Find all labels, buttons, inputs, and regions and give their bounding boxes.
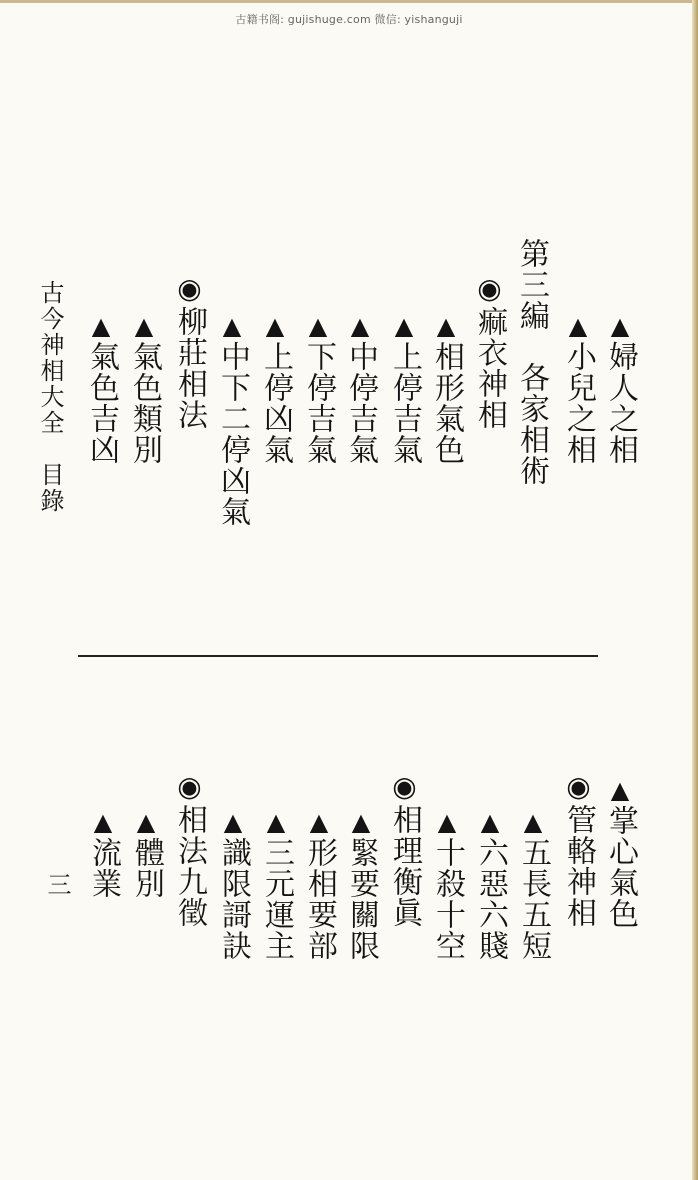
toc-column — [127, 312, 161, 465]
toc-column — [343, 312, 377, 465]
toc-column — [302, 808, 336, 961]
triangle-marker-icon: ▲ — [346, 312, 374, 341]
triangle-marker-icon: ▲ — [433, 808, 461, 837]
triangle-marker-icon: ▲ — [130, 312, 158, 341]
triangle-marker-icon: ▲ — [564, 312, 592, 341]
circle-marker-icon: ◉ — [388, 770, 421, 804]
toc-entry-text: 五長五短 — [516, 837, 551, 961]
triangle-marker-icon: ▲ — [304, 312, 332, 341]
toc-entry-text: 十殺十空 — [430, 837, 465, 961]
toc-entry-text: 上停凶氣 — [258, 341, 293, 465]
toc-column — [129, 808, 163, 899]
toc-column — [172, 770, 206, 928]
section-heading-text: 第三編 各家相術 — [514, 238, 549, 486]
page-right-edge — [692, 0, 698, 1180]
toc-entry-text: 六惡六賤 — [473, 837, 508, 961]
toc-column — [215, 312, 249, 527]
toc-column — [259, 808, 293, 961]
toc-entry-text: 上停吉氣 — [387, 341, 422, 465]
triangle-marker-icon: ▲ — [390, 312, 418, 341]
triangle-marker-icon: ▲ — [606, 776, 634, 805]
toc-entry-text: 中停吉氣 — [343, 341, 378, 465]
toc-column — [516, 808, 550, 961]
circle-marker-icon: ◉ — [473, 272, 506, 306]
toc-entry-text: 管輅神相 — [561, 804, 596, 928]
circle-marker-icon: ◉ — [173, 770, 206, 804]
toc-entry-text: 掌心氣色 — [603, 805, 638, 929]
toc-column — [603, 776, 637, 929]
toc-column — [387, 312, 421, 465]
toc-entry-text: 氣色類別 — [127, 341, 162, 465]
toc-column — [84, 312, 118, 465]
circle-marker-icon: ◉ — [173, 272, 206, 306]
triangle-marker-icon: ▲ — [89, 808, 117, 837]
toc-column — [258, 312, 292, 465]
triangle-marker-icon: ▲ — [476, 808, 504, 837]
toc-column — [472, 272, 506, 430]
toc-entry-text: 流業 — [86, 837, 121, 899]
toc-entry-text: 形相要部 — [302, 837, 337, 961]
circle-marker-icon: ◉ — [562, 770, 595, 804]
triangle-marker-icon: ▲ — [347, 808, 375, 837]
toc-entry-text: 中下二停凶氣 — [215, 341, 250, 527]
toc-column — [603, 312, 637, 465]
toc-entry-text: 體別 — [129, 837, 164, 899]
toc-entry-text: 柳莊相法 — [172, 306, 207, 430]
triangle-marker-icon: ▲ — [606, 312, 634, 341]
triangle-marker-icon: ▲ — [305, 808, 333, 837]
toc-column — [172, 272, 206, 430]
toc-entry-text: 相理衡眞 — [387, 804, 422, 928]
toc-entry-text: 婦人之相 — [603, 341, 638, 465]
toc-column — [429, 312, 463, 465]
toc-column — [561, 770, 595, 928]
toc-column — [561, 312, 595, 465]
toc-entry-text: 痲衣神相 — [472, 306, 507, 430]
toc-entry-text: 相法九徵 — [172, 804, 207, 928]
toc-column — [387, 770, 421, 928]
toc-entry-text: 緊要關限 — [344, 837, 379, 961]
toc-column — [301, 312, 335, 465]
page-top-edge — [0, 0, 698, 3]
toc-entry-text: 三元運主 — [259, 837, 294, 961]
watermark-text: 古籍书阁: gujishuge.com 微信: yishanguji — [235, 13, 463, 26]
triangle-marker-icon: ▲ — [519, 808, 547, 837]
triangle-marker-icon: ▲ — [218, 312, 246, 341]
toc-column — [86, 808, 120, 899]
triangle-marker-icon: ▲ — [219, 808, 247, 837]
toc-entry-text: 識限謌訣 — [216, 837, 251, 961]
running-title: 古今神相大全 目錄 — [36, 280, 64, 514]
triangle-marker-icon: ▲ — [261, 312, 289, 341]
section-heading — [514, 238, 548, 486]
toc-column — [216, 808, 250, 961]
toc-entry-text: 相形氣色 — [429, 341, 464, 465]
toc-column — [344, 808, 378, 961]
triangle-marker-icon: ▲ — [132, 808, 160, 837]
toc-column — [473, 808, 507, 961]
triangle-marker-icon: ▲ — [87, 312, 115, 341]
page-number: 三 — [43, 872, 71, 896]
section-divider — [78, 655, 598, 657]
toc-column — [430, 808, 464, 961]
toc-entry-text: 小兒之相 — [561, 341, 596, 465]
toc-entry-text: 氣色吉凶 — [84, 341, 119, 465]
triangle-marker-icon: ▲ — [432, 312, 460, 341]
triangle-marker-icon: ▲ — [262, 808, 290, 837]
toc-entry-text: 下停吉氣 — [301, 341, 336, 465]
